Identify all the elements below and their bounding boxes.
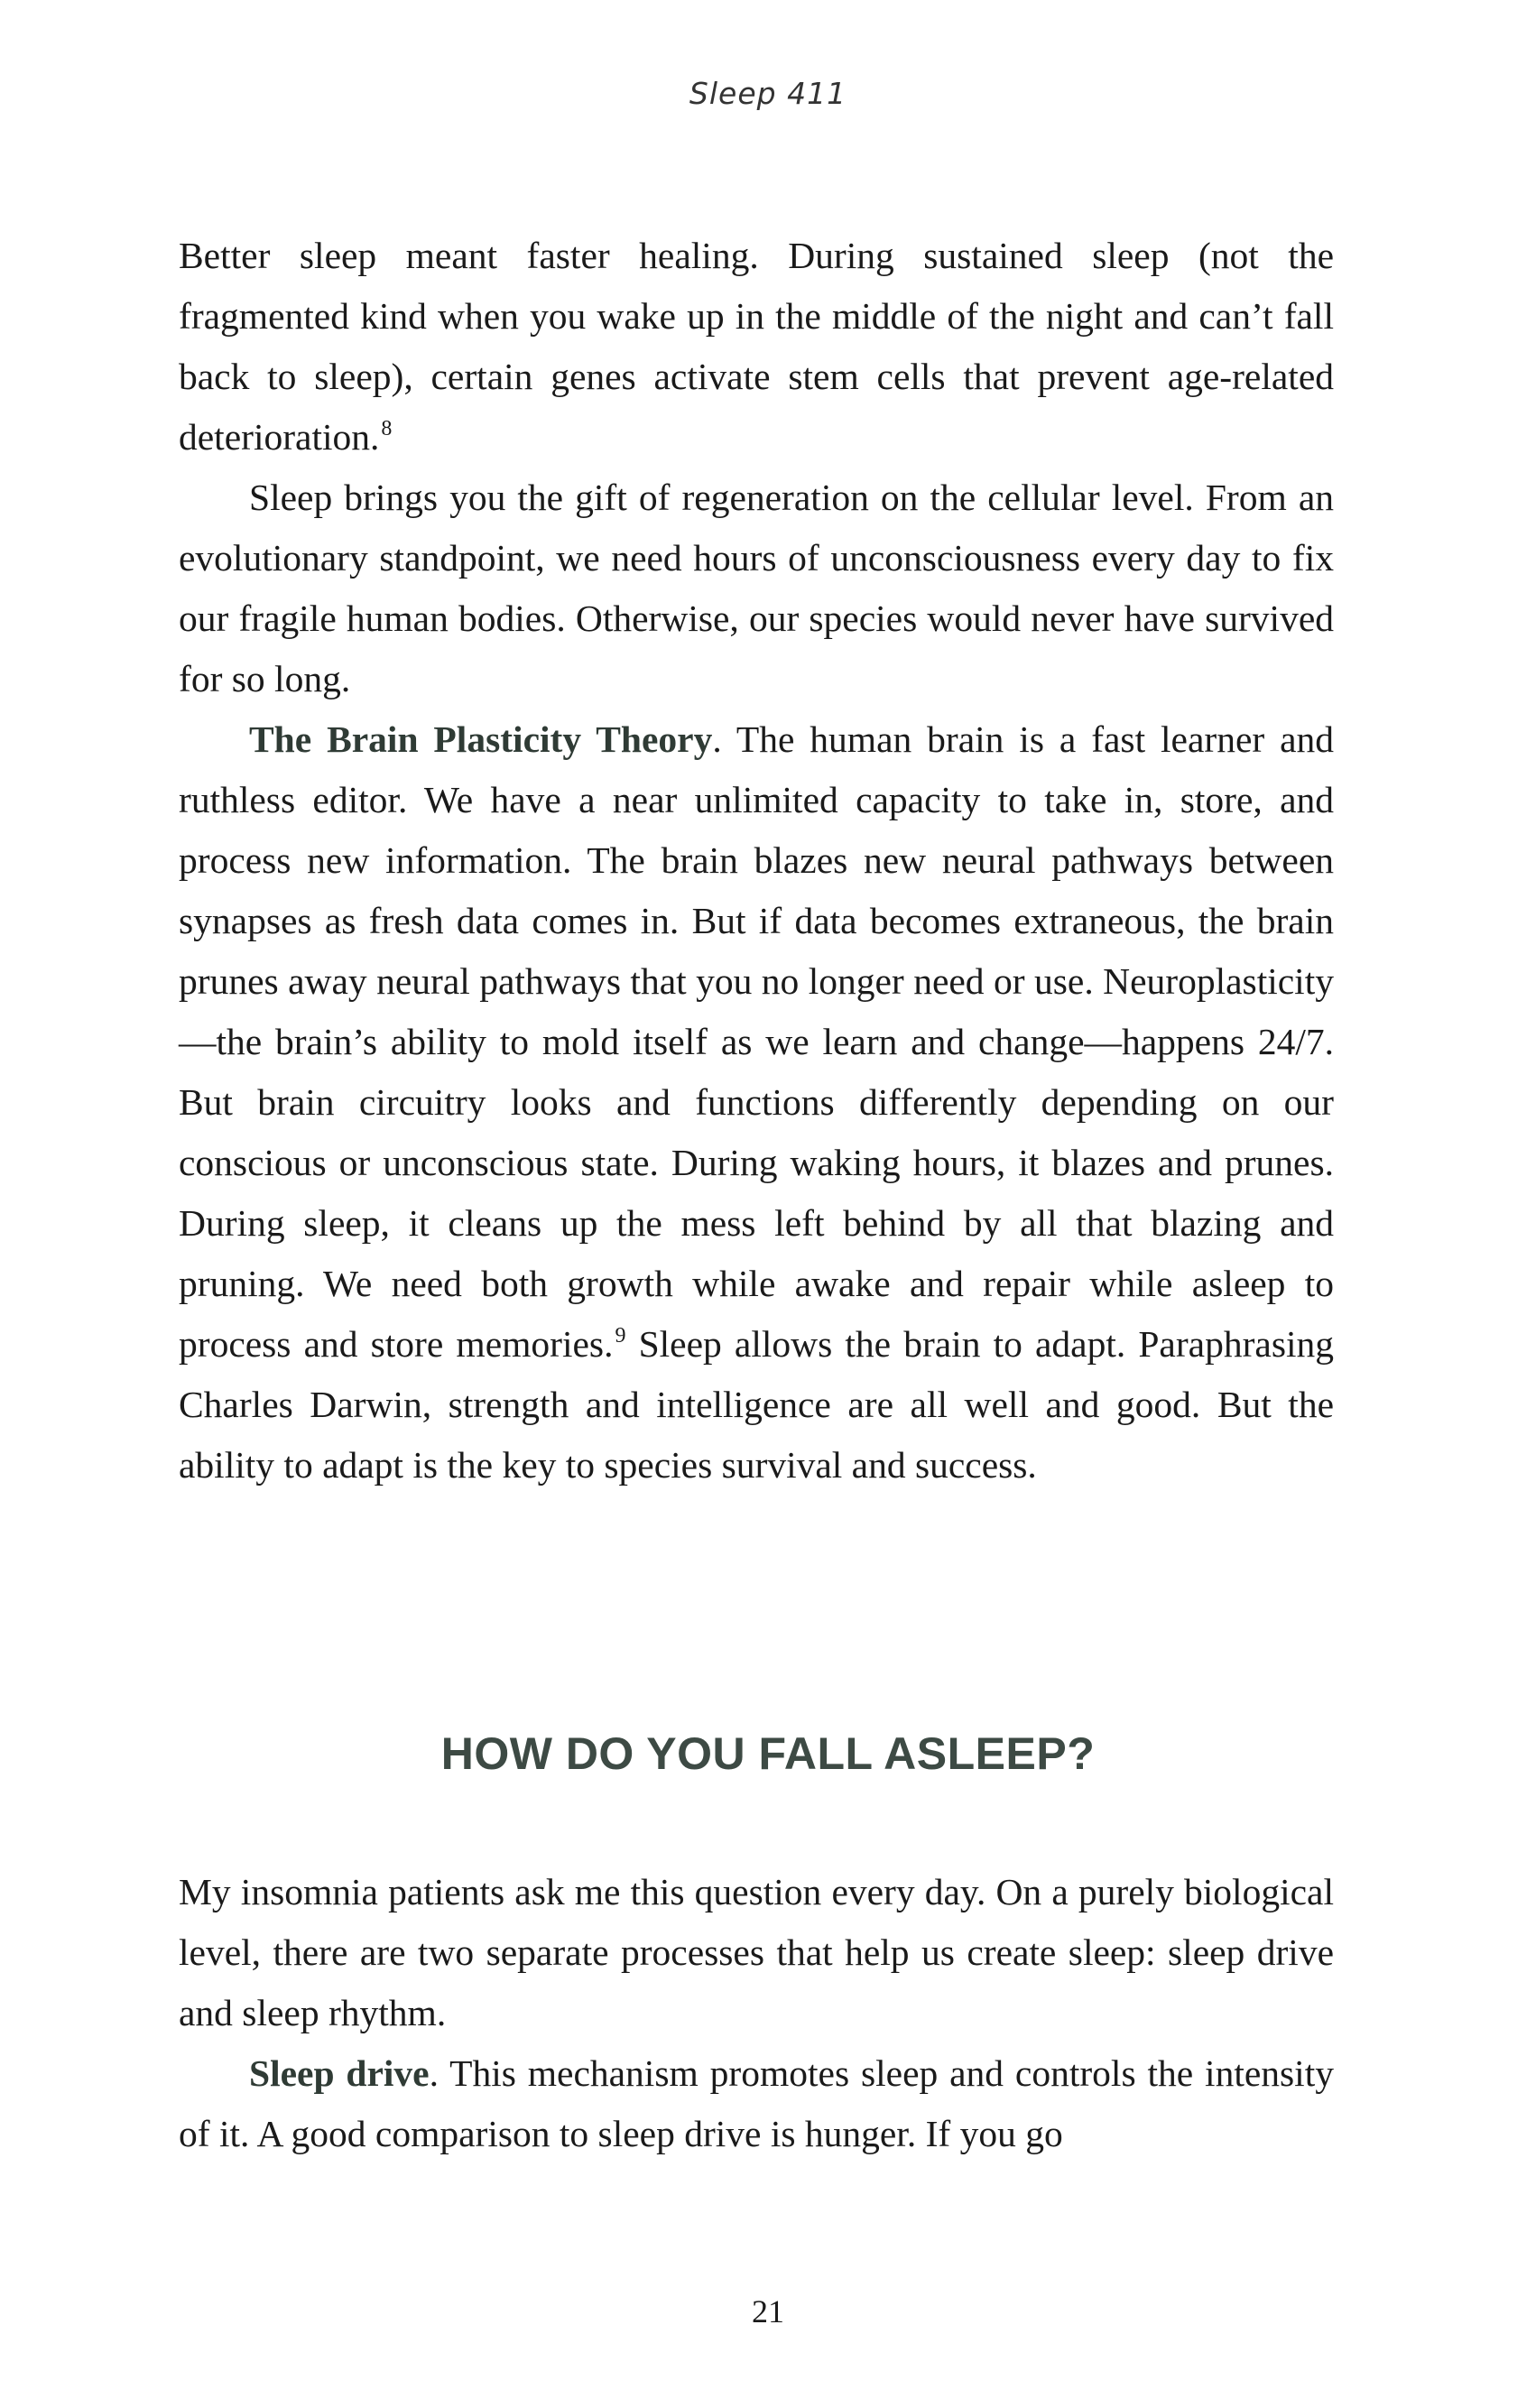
paragraph (179, 468, 1334, 709)
paragraph-text: Sleep brings you the gift of regeneration on the cellular level. From an evolutionary standpoint, we need hours of unconsciousness every day to fix our fragile human bodies. Otherwise, our species would never have survived for so long. (179, 477, 1334, 699)
run-in-heading: The Brain Plasticity Theory (249, 718, 713, 760)
footnote-marker: 8 (381, 417, 393, 440)
paragraph (179, 2043, 1334, 2164)
paragraph-text: Better sleep meant faster healing. During sustained sleep (not the fragmented kind when you wake up in the middle of the night and can’t fall back to sleep), certain genes activate stem cells that prevent age-related deterioration. (179, 235, 1334, 458)
body-text-bottom (179, 1862, 1334, 2164)
running-head: Sleep 411 (689, 76, 847, 111)
section-heading: HOW DO YOU FALL ASLEEP? (440, 1728, 1096, 1779)
paragraph (179, 709, 1334, 1496)
paragraph (179, 226, 1334, 468)
paragraph-text: . This mechanism promotes sleep and controls the intensity of it. A good comparison to sleep drive is hunger. If you go (179, 2052, 1334, 2154)
run-in-heading: Sleep drive (249, 2052, 430, 2094)
paragraph (179, 1862, 1334, 2043)
page-number: 21 (752, 2293, 784, 2329)
footnote-marker: 9 (615, 1324, 626, 1348)
body-text-top (179, 226, 1334, 1496)
paragraph-text: Sleep allows the brain to adapt. Paraphrasing Charles Darwin, strength and intelligence are all well and good. But the ability to adapt is the key to species survival and success. (179, 1323, 1335, 1486)
paragraph-text: My insomnia patients ask me this question every day. On a purely biological level, there are two separate processes that help us create sleep: sleep drive and sleep rhythm. (179, 1871, 1334, 2033)
paragraph-text: . The human brain is a fast learner and ruthless editor. We have a near unlimited capacity to take in, store, and process new information. The brain blazes new neural pathways between synapses as fresh data comes in. But if data becomes extraneous, the brain prunes away neural pathways that you no longer need or use. Neuroplasticity—the brain’s ability to mold itself as we learn and change—happens 24/7. But brain circuitry looks and functions differently depending on our conscious or unconscious state. During waking hours, it blazes and prunes. During sleep, it cleans up the mess left behind by all that blazing and pruning. We need both growth while awake and repair while asleep to process and store memories. (179, 718, 1335, 1365)
